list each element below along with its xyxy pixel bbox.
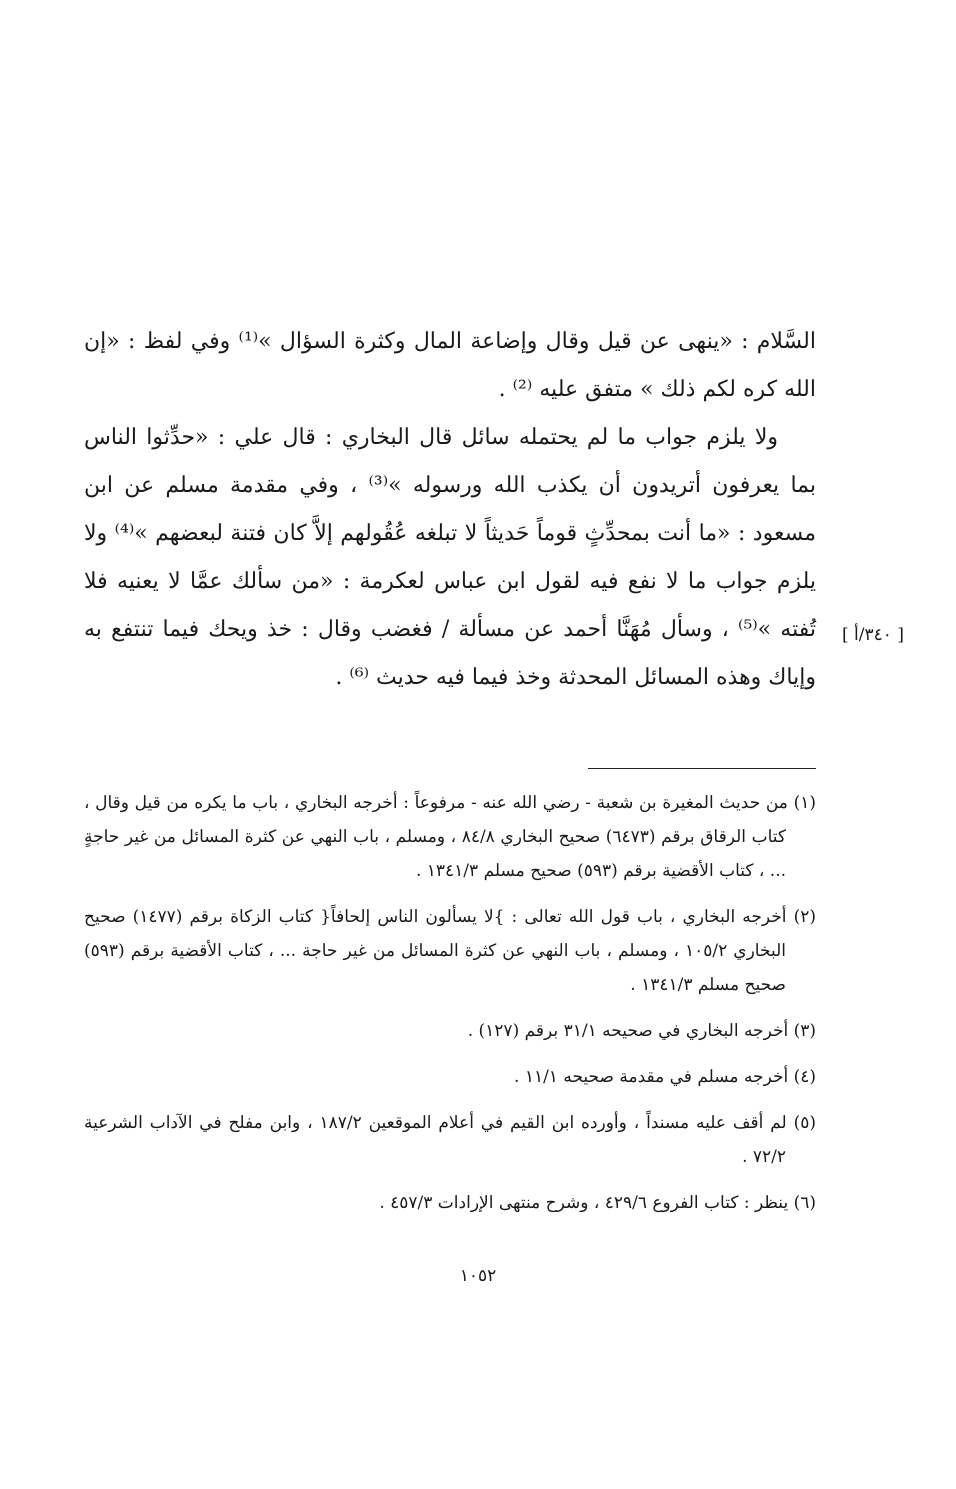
footnote-5: (٥) لم أقف عليه مسنداً ، وأورده ابن القيم في أعلام الموقعين ١٨٧/٢ ، وابن مفلح في الآداب الشرعية ٧٢/٢ . [84, 1113, 816, 1167]
footnote-2: (٢) أخرجه البخاري ، باب قول الله تعالى : }لا يسألون الناس إلحافاً{ كتاب الزكاة برقم (١٤٧٧) صحيح البخاري ١٠٥/٢ ، ومسلم ، باب النهي عن كثرة المسائل من غير حاجة ... ، كتاب الأقضية برقم (٥٩٣) صحيح مسلم ١٣٤١/٣ . [84, 907, 816, 995]
footnotes [84, 786, 816, 1232]
footnote-separator [588, 768, 816, 769]
main-paragraph-2: ولا يلزم جواب ما لم يحتمله سائل قال البخاري : قال علي : «حدِّثوا الناس بما يعرفون أتريدون أن يكذب الله ورسوله »⁽³⁾ ، وفي مقدمة مسلم عن ابن مسعود : «ما أنت بمحدِّثٍ قوماً حَديثاً لا تبلغه عُقُولهم إلاَّ كان فتنة لبعضهم »⁽⁴⁾ ولا يلزم جواب ما لا نفع فيه لقول ابن عباس لعكرمة : «من سألك عمَّا لا يعنيه فلا تُفته »⁽⁵⁾ ، وسأل مُهَنَّا أحمد عن مسألة / فغضب وقال : خذ ويحك فيما تنتفع به وإياك وهذه المسائل المحدثة وخذ فيما فيه حديث ⁽⁶⁾ . [84, 425, 816, 690]
manuscript-folio-marker: [ ٣٤٠/أ ] [842, 625, 904, 645]
main-paragraph-1: السَّلام : «ينهى عن قيل وقال وإضاعة المال وكثرة السؤال »⁽¹⁾ وفي لفظ : «إن الله كره لكم ذلك » متفق عليه ⁽²⁾ . [84, 329, 816, 402]
footnote-4: (٤) أخرجه مسلم في مقدمة صحيحه ١١/١ . [514, 1067, 816, 1087]
footnote-6: (٦) ينظر : كتاب الفروع ٤٢٩/٦ ، وشرح منتهى الإرادات ٤٥٧/٣ . [379, 1193, 816, 1213]
footnote-1: (١) من حديث المغيرة بن شعبة - رضي الله عنه - مرفوعاً : أخرجه البخاري ، باب ما يكره من قيل وقال ، كتاب الرقاق برقم (٦٤٧٣) صحيح البخاري ٨٤/٨ ، ومسلم ، باب النهي عن كثرة المسائل من غير حاجةٍ ... ، كتاب الأقضية برقم (٥٩٣) صحيح مسلم ١٣٤١/٣ . [84, 793, 816, 881]
page-number: ١٠٥٢ [459, 1266, 497, 1286]
main-text [84, 318, 816, 702]
footnote-3: (٣) أخرجه البخاري في صحيحه ٣١/١ برقم (١٢٧) . [467, 1021, 816, 1041]
